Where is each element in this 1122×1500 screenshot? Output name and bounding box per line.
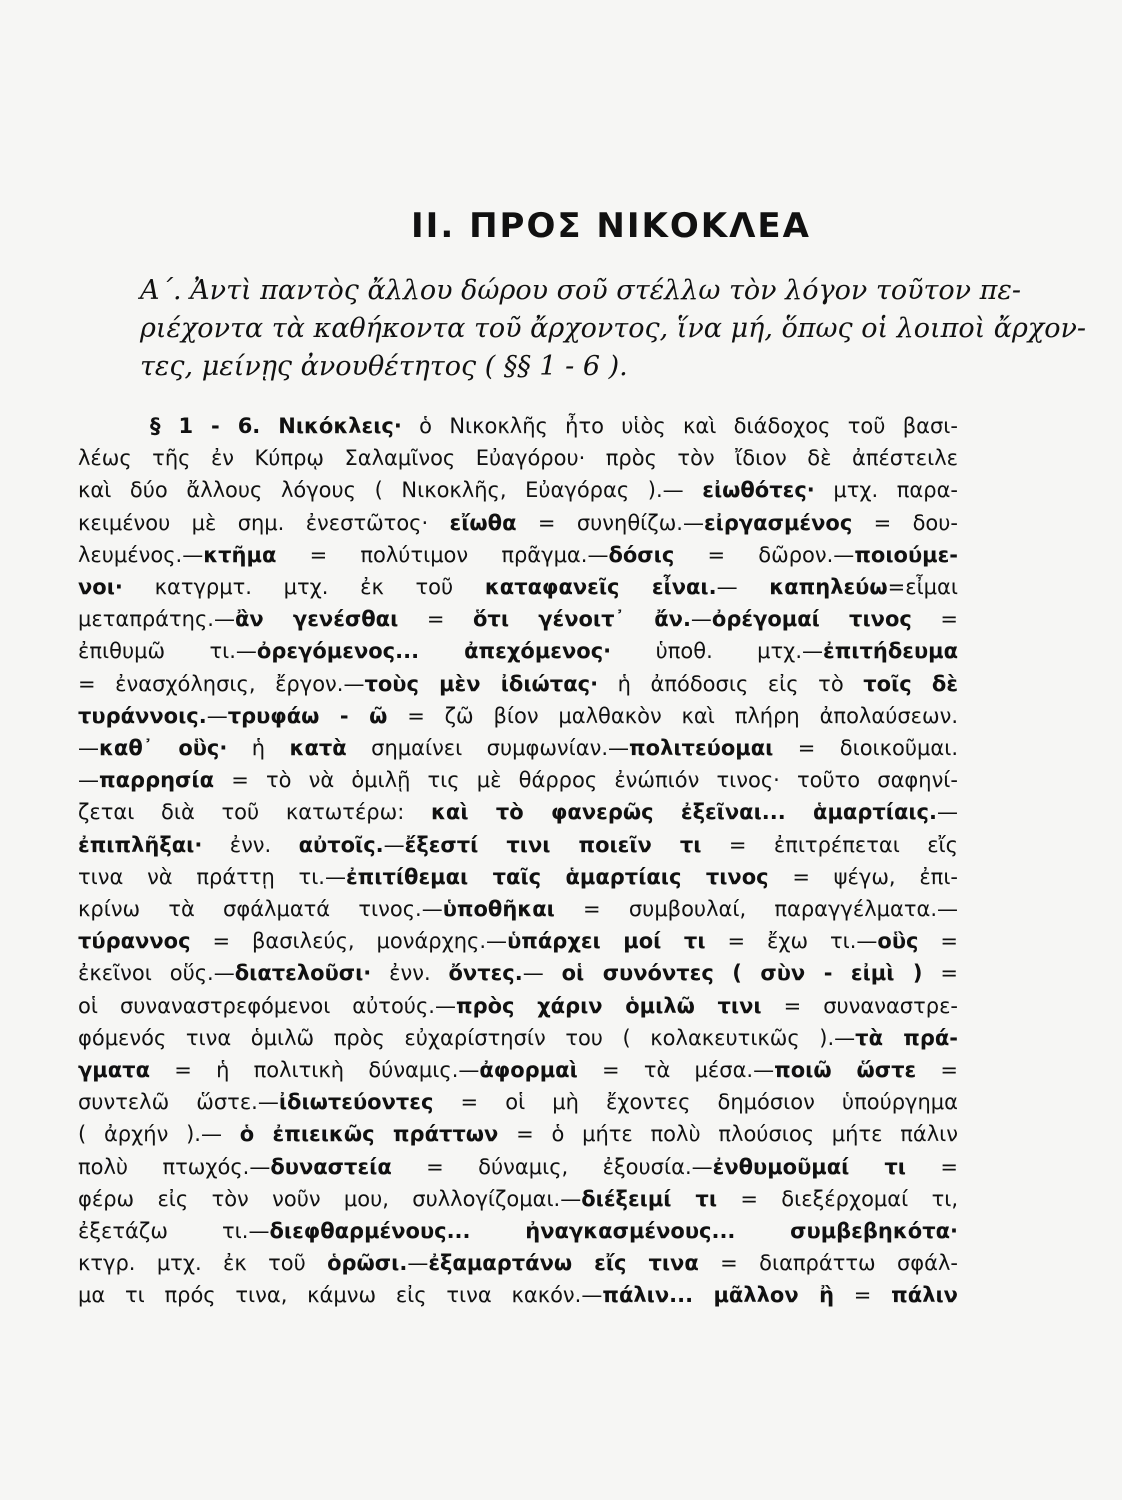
gloss-text: σημαίνει συμφωνίαν.— [346,736,630,761]
lemma-term: καπηλεύω [769,575,888,600]
gloss-text: = τὰ μέσα.— [577,1058,775,1083]
lemma-term: κατὰ [289,736,347,761]
gloss-text: λευμένος.— [78,542,204,567]
commentary-line [78,442,958,474]
commentary-line [78,990,958,1022]
gloss-text: μα τι πρός τινα, κάμνω εἰς τινα κακόν.— [78,1283,603,1308]
commentary-line [78,1118,958,1150]
lemma-term: καὶ τὸ φανερῶς ἐξεῖναι... ἁμαρτίαις. [430,800,937,825]
gloss-text: = οἱ μὴ ἔχοντες δημόσιον ὑπούργημα [433,1090,958,1115]
commentary-line [78,1247,958,1279]
gloss-text: — [716,575,770,600]
lemma-term: νοι· [78,575,123,600]
lemma-term: εἰωθότες· [702,478,815,503]
gloss-text: — [78,736,99,761]
commentary-line [78,668,958,700]
gloss-text: ζεται διὰ τοῦ κατωτέρω: [78,800,431,825]
gloss-text: = ἡ πολιτικὴ δύναμις.— [150,1058,480,1083]
lemma-term: καθ᾽ οὓς· [99,736,228,761]
lemma-term: ἐπιπλῆξαι· [78,832,203,857]
gloss-text: φόμενός τινα ὁμιλῶ πρὸς εὐχαρίστησίν του ( κολακευτικῶς ).— [78,1025,856,1050]
lemma-term: κτῆμα [203,542,277,567]
gloss-text: — [690,607,712,632]
gloss-text: — [936,800,958,825]
gloss-text: τινα νὰ πράττῃ τι.— [78,864,346,889]
gloss-text: μτχ. παρα- [814,478,958,503]
gloss-text: = ὁ μήτε πολὺ πλούσιος μήτε πάλιν [498,1122,958,1147]
gloss-text: κτγρ. μτχ. ἐκ τοῦ [78,1251,328,1276]
gloss-text: ἐπιθυμῶ τι.— [78,639,257,664]
lemma-term: τρυφάω - ῶ [227,703,388,728]
commentary-line [78,957,958,989]
lemma-term: ἐξαμαρτάνω εἴς τινα [428,1251,699,1276]
gloss-text: — [78,768,99,793]
gloss-text: — [206,703,228,728]
summary-line: Α΄. Ἀντὶ παντὸς ἄλλου δώρου σοῦ στέλλω τὸν λόγον τοῦτον πε- [140,275,1022,306]
gloss-text: κρίνω τὰ σφάλματά τινος.— [78,897,443,922]
commentary-line [78,1086,958,1118]
lemma-term: ἐπιτίθεμαι ταῖς ἁμαρτίαις τινος [345,864,769,889]
lemma-term: οὓς [877,929,919,954]
gloss-text: = [916,1058,958,1083]
gloss-text: καὶ δύο ἄλλους λόγους ( Νικοκλῆς, Εὐαγόρας ).— [78,478,703,503]
commentary-line [78,1183,958,1215]
lemma-term: ὀρέγομαί τινος [711,607,912,632]
commentary-line [78,1215,958,1247]
gloss-text: οἱ συναναστρεφόμενοι αὐτούς.— [78,993,456,1018]
lemma-term: οἱ συνόντες ( σὺν - εἰμὶ ) [561,961,923,986]
gloss-text: συντελῶ ὥστε.— [78,1090,279,1115]
commentary-line [78,829,958,861]
gloss-text: ἐνν. [202,832,299,857]
lemma-term: τοὺς μὲν ἰδιώτας· [364,671,599,696]
gloss-text: = [905,1154,958,1179]
gloss-text: λέως τῆς ἐν Κύπρῳ Σαλαμῖνος Εὐαγόρου· πρὸς τὸν ἴδιον δὲ ἀπέστειλε [78,446,958,471]
lemma-term: πάλιν [891,1283,958,1308]
gloss-text: = ἐπιτρέπεται εἴς [701,832,958,857]
lemma-term: πολιτεύομαι [629,736,774,761]
gloss-text: ἐκεῖνοι οὕς.— [78,961,235,986]
gloss-text: = συνηθίζω.— [516,510,704,535]
gloss-text: ὁ Νικοκλῆς ἦτο υἱὸς καὶ διάδοχος τοῦ βασι- [401,414,958,438]
lemma-term: ἰδιωτεύοντες [278,1090,434,1115]
lemma-term: τυράννοις. [78,703,207,728]
gloss-text: = δύναμις, ἐξουσία.— [391,1154,713,1179]
lemma-term: πάλιν... μᾶλλον ἢ [602,1283,835,1308]
gloss-text: ἡ ἀπόδοσις εἰς τὸ [598,671,864,696]
lemma-term: καταφανεῖς εἶναι. [484,575,717,600]
commentary-line [78,539,958,571]
commentary-line [78,1279,958,1311]
commentary-line [78,474,958,506]
lemma-term: διεφθαρμένους... ἠναγκασμένους... συμβεβηκότα· [269,1219,959,1244]
gloss-text: = [834,1283,892,1308]
commentary-line [78,410,958,442]
lemma-term: ποιούμε- [854,542,958,567]
commentary-line [78,1022,958,1054]
lemma-term: παρρησία [99,768,215,793]
gloss-text: ἐνν. [371,961,449,986]
gloss-text: =εἶμαι [887,575,958,600]
gloss-text: = διεξέρχομαί τι, [717,1186,958,1211]
lemma-term: τοῖς δὲ [863,671,959,696]
lemma-term: ποιῶ ὥστε [774,1058,917,1083]
gloss-text: — [383,832,405,857]
gloss-text: ( ἀρχήν ).— [78,1122,240,1147]
lemma-term: ὅτι γένοιτ᾽ ἄν. [473,607,691,632]
lemma-term: § 1 - 6. Νικόκλεις· [150,414,402,438]
gloss-text: = [922,961,958,986]
commentary-line [78,925,958,957]
commentary-line [78,1054,958,1086]
lemma-term: ὑποθῆκαι [442,897,555,922]
lemma-term: ἔξεστί τινι ποιεῖν τι [404,832,702,857]
commentary-line [78,764,958,796]
commentary-line [78,571,958,603]
commentary-text [78,410,958,1312]
gloss-text: = πολύτιμον πρᾶγμα.— [276,542,609,567]
lemma-term: ἀφορμαὶ [479,1058,578,1083]
lemma-term: ἐνθυμοῦμαί τι [712,1154,906,1179]
commentary-line [78,635,958,667]
lemma-term: πρὸς χάριν ὁμιλῶ τινι [455,993,762,1018]
gloss-text: φέρω εἰς τὸν νοῦν μου, συλλογίζομαι.— [78,1186,582,1211]
gloss-text: = ψέγω, ἐπι- [768,864,958,889]
lemma-term: αὐτοῖς. [298,832,384,857]
gloss-text: = συμβουλαί, παραγγέλματα.— [554,897,958,922]
gloss-text: ὑποθ. μτχ.— [611,639,823,664]
lemma-term: δυναστεία [270,1154,392,1179]
gloss-text: = ἔχω τι.— [705,929,878,954]
commentary-line [78,603,958,635]
page-title: II. ΠΡΟΣ ΝΙΚΟΚΛΕΑ [411,206,811,246]
gloss-text: κειμένου μὲ σημ. ἐνεστῶτος· [78,510,450,535]
gloss-text: κατγρμτ. μτχ. ἐκ τοῦ [122,575,485,600]
lemma-term: διατελοῦσι· [234,961,372,986]
gloss-text: — [522,961,562,986]
commentary-line [78,700,958,732]
gloss-text: = τὸ νὰ ὁμιλῇ τις μὲ θάρρος ἐνώπιόν τινος· τοῦτο σαφηνί- [214,768,958,793]
gloss-text: = δῶρον.— [674,542,855,567]
commentary-line [78,796,958,828]
commentary-line [78,1151,958,1183]
summary-line: τες, μείνῃς ἀνουθέτητος ( §§ 1 - 6 ). [140,351,628,382]
gloss-text: ἐξετάζω τι.— [78,1219,270,1244]
gloss-text: ἡ [227,736,290,761]
lemma-term: ὀρεγόμενος... ἀπεχόμενος· [256,639,612,664]
commentary-line [78,861,958,893]
lemma-term: εἴωθα [449,510,517,535]
gloss-text: = ἐνασχόλησις, ἔργον.— [78,671,365,696]
gloss-text: = [398,607,473,632]
gloss-text: = [911,607,958,632]
gloss-text: = δου- [852,510,959,535]
gloss-text: — [407,1251,429,1276]
gloss-text: = [918,929,958,954]
gloss-text: μεταπράτης.— [78,607,235,632]
lemma-term: ἂν γενέσθαι [234,607,399,632]
gloss-text: πολὺ πτωχός.— [78,1154,271,1179]
lemma-term: δόσις [608,542,675,567]
lemma-term: γματα [78,1058,151,1083]
lemma-term: ὁ ἐπιεικῶς πράττων [239,1122,499,1147]
gloss-text: = διοικοῦμαι. [773,736,959,761]
lemma-term: ὁρῶσι. [327,1251,408,1276]
lemma-term: ὑπάρχει μοί τι [507,929,706,954]
section-summary [140,272,1087,386]
commentary-line [78,893,958,925]
lemma-term: τὰ πρά- [855,1025,958,1050]
gloss-text: = συναναστρε- [761,993,959,1018]
lemma-term: εἰργασμένος [703,510,853,535]
gloss-text: = ζῶ βίον μαλθακὸν καὶ πλήρη ἀπολαύσεων. [387,703,958,728]
gloss-text: = διαπράττω σφάλ- [698,1251,958,1276]
lemma-term: διέξειμί τι [581,1186,717,1211]
lemma-term: ὄντες. [448,961,523,986]
commentary-line [78,732,958,764]
lemma-term: ἐπιτήδευμα [823,639,959,664]
summary-line: ριέχοντα τὰ καθήκοντα τοῦ ἄρχοντος, ἵνα μή, ὅπως οἱ λοιποὶ ἄρχον- [140,313,1087,344]
gloss-text: = βασιλεύς, μονάρχης.— [190,929,508,954]
commentary-line [78,507,958,539]
lemma-term: τύραννος [78,929,191,954]
